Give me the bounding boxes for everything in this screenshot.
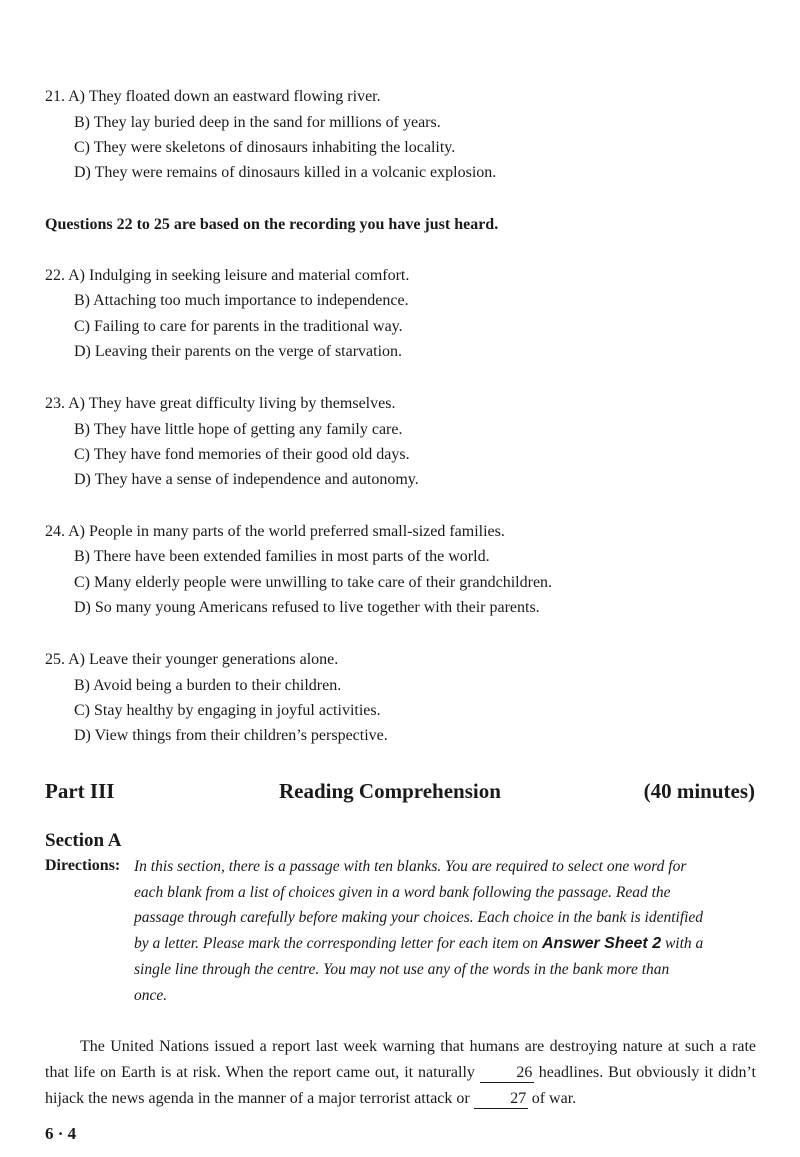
directions-line: single line through the centre. You may not use any of the words in the bank more than bbox=[134, 961, 670, 978]
option-d: D) So many young Americans refused to live together with their parents. bbox=[74, 599, 540, 616]
option-b: B) There have been extended families in most parts of the world. bbox=[74, 548, 490, 565]
question-number: 21. bbox=[45, 88, 65, 105]
question-23 bbox=[45, 394, 395, 414]
blank-27: 27 bbox=[474, 1090, 528, 1109]
option-c: C) They were skeletons of dinosaurs inhabiting the locality. bbox=[74, 139, 456, 156]
option-c: C) Failing to care for parents in the traditional way. bbox=[74, 318, 403, 335]
option-a: A) Indulging in seeking leisure and material comfort. bbox=[68, 267, 410, 284]
directions-line bbox=[134, 934, 703, 954]
option-d: D) They were remains of dinosaurs killed in a volcanic explosion. bbox=[74, 164, 497, 181]
option-b: B) Avoid being a burden to their children. bbox=[74, 677, 342, 694]
question-24 bbox=[45, 522, 505, 542]
option-a: A) People in many parts of the world preferred small-sized families. bbox=[68, 523, 505, 540]
question-number: 25. bbox=[45, 651, 65, 668]
page-number: 6 · 4 bbox=[45, 1124, 77, 1143]
directions-label: Directions: bbox=[45, 857, 121, 874]
part-title: Reading Comprehension bbox=[279, 779, 501, 803]
passage-text: of war. bbox=[531, 1090, 577, 1107]
answer-sheet-label: Answer Sheet 2 bbox=[541, 935, 662, 952]
passage-text: headlines. But obviously it didn’t hijack the news agenda in the manner of a major terrorist attack or bbox=[45, 1064, 757, 1107]
question-number: 24. bbox=[45, 523, 65, 540]
option-c: C) Stay healthy by engaging in joyful activities. bbox=[74, 702, 381, 719]
section-instruction: Questions 22 to 25 are based on the recording you have just heard. bbox=[45, 216, 499, 233]
option-d: D) Leaving their parents on the verge of starvation. bbox=[74, 343, 403, 360]
option-b: B) They lay buried deep in the sand for millions of years. bbox=[74, 114, 441, 131]
question-number: 23. bbox=[45, 395, 65, 412]
passage-paragraph bbox=[45, 1034, 756, 1112]
option-a: A) They have great difficulty living by themselves. bbox=[68, 395, 396, 412]
question-number: 22. bbox=[45, 267, 65, 284]
option-a: A) Leave their younger generations alone. bbox=[68, 651, 339, 668]
option-c: C) They have fond memories of their good old days. bbox=[74, 446, 410, 463]
part-label: Part III bbox=[45, 779, 115, 803]
directions-text: by a letter. Please mark the corresponding letter for each item on bbox=[134, 935, 539, 952]
directions-line: passage through carefully before making your choices. Each choice in the bank is identified bbox=[134, 909, 704, 926]
part-time: (40 minutes) bbox=[643, 779, 755, 803]
option-b: B) They have little hope of getting any family care. bbox=[74, 421, 403, 438]
directions-line: once. bbox=[134, 987, 168, 1004]
option-d: D) View things from their children’s perspective. bbox=[74, 727, 388, 744]
directions-text: with a bbox=[664, 935, 704, 952]
section-title: Section A bbox=[45, 830, 122, 851]
option-a: A) They floated down an eastward flowing river. bbox=[68, 88, 381, 105]
question-21 bbox=[45, 87, 381, 107]
directions-line: In this section, there is a passage with ten blanks. You are required to select one word for bbox=[134, 858, 687, 875]
passage-text: The United Nations issued a report last week warning that humans are destroying nature at such a rate that life on Earth is at risk. When the report came out, it naturally bbox=[45, 1038, 756, 1081]
option-d: D) They have a sense of independence and autonomy. bbox=[74, 471, 419, 488]
option-b: B) Attaching too much importance to independence. bbox=[74, 292, 409, 309]
option-c: C) Many elderly people were unwilling to take care of their grandchildren. bbox=[74, 574, 553, 591]
question-22 bbox=[45, 266, 409, 286]
question-25 bbox=[45, 650, 338, 670]
blank-26: 26 bbox=[480, 1064, 534, 1083]
directions-line: each blank from a list of choices given in a word bank following the passage. Read the bbox=[134, 884, 671, 901]
